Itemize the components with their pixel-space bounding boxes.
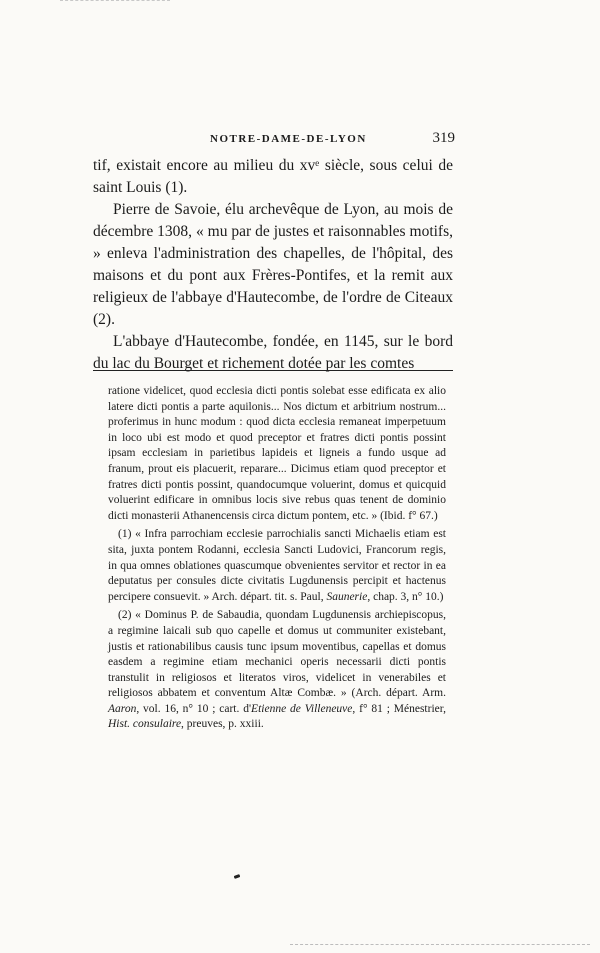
footnote-1-italic: Saunerie — [326, 590, 368, 603]
scan-artifact-bottom — [290, 944, 590, 945]
footnote-continuation: ratione videlicet, quod ecclesia dicti pontis solebat esse edificata ex alio latere dicti pontis a parte aquilonis... Nos dictum et arbitrium nostrum... proferimus in hunc modum : quod dicta ecclesia remaneat imperpetuum in loco ubi est modo et quod preceptor et fratres dicti pontis possint ipsam ecclesiam in parietibus lapideis et ligneis a fundo usque ad franum, prout eis placuerit, reparare... Dicimus etiam quod preceptor et fratres dicti pontis possint, quandocumque voluerint, domus et quicquid voluerint edificare in omnibus locis sive rebus quas tenent de dominio dicti monasterii Athanencensis circa dictum pontem, etc. » (Ibid. f° 67.) — [108, 385, 446, 522]
main-text — [93, 155, 453, 375]
scan-artifact-top — [60, 0, 170, 5]
footnotes — [108, 384, 446, 736]
footnote-2-text: (2) « Dominus P. de Sabaudia, quondam Lugdunensis archiepiscopus, a regimine laicali sub quo capelle et domus ut communiter existebant, justis et rationabilibus causis tunc ipsum moventibus, capellas et domus easdem a regimine etiam mechanici operis necessarii dicti pontis transtulit in religiosos et literatos viros, videlicet in venerabiles et religiosos abbatem et conventum Altæ Combæ. » (Arch. départ. Arm. — [108, 609, 446, 700]
page-number: 319 — [432, 130, 455, 146]
ink-mark — [234, 874, 241, 879]
paragraph-2: Pierre de Savoie, élu archevêque de Lyon, au mois de décembre 1308, « mu par de justes et raisonnables motifs, » enleva l'administration des chapelles, de l'hôpital, des maisons et du pont aux Frères-Pontifes, et la remit aux religieux de l'abbaye d'Hautecombe, de l'ordre de Citeaux (2). — [93, 201, 453, 328]
footnote-2-mid-2: , f° 81 ; Ménestrier, — [352, 702, 446, 715]
footnote-2 — [108, 608, 446, 733]
footnote-2-mid: , vol. 16, n° 10 ; cart. d' — [136, 702, 252, 715]
paragraph-3: L'abbaye d'Hautecombe, fondée, en 1145, sur le bord du lac du Bourget et richement dotée par les comtes — [93, 333, 453, 372]
footnote-1-text: (1) « Infra parrochiam ecclesie parrochialis sancti Michaelis etiam est sita, juxta pontem Rodanni, ecclesia Sancti Ludovici, Francorum regis, in qua omnes oblationes quascumque obvenientes servitor et rector in ea deputatus per consules dicte civitatis Lugdunensis percipit et hactenus percipere consuevit. » Arch. départ. tit. s. Paul, — [108, 528, 446, 603]
footnote-2-end: , preuves, p. xxiii. — [181, 718, 264, 731]
footnote-2-italic-1: Aaron — [108, 702, 137, 715]
page-header — [165, 130, 455, 147]
footnote-2-italic-2: Etienne de Villeneuve — [251, 702, 353, 715]
footnote-2-italic-3: Hist. consulaire — [108, 718, 182, 731]
running-title: NOTRE-DAME-DE-LYON — [210, 133, 367, 145]
paragraph-1: tif, existait encore au milieu du xvᵉ siècle, sous celui de saint Louis (1). — [93, 157, 453, 196]
footnote-1 — [108, 527, 446, 605]
footnote-rule — [93, 370, 453, 371]
footnote-1-end: , chap. 3, n° 10.) — [367, 590, 444, 603]
